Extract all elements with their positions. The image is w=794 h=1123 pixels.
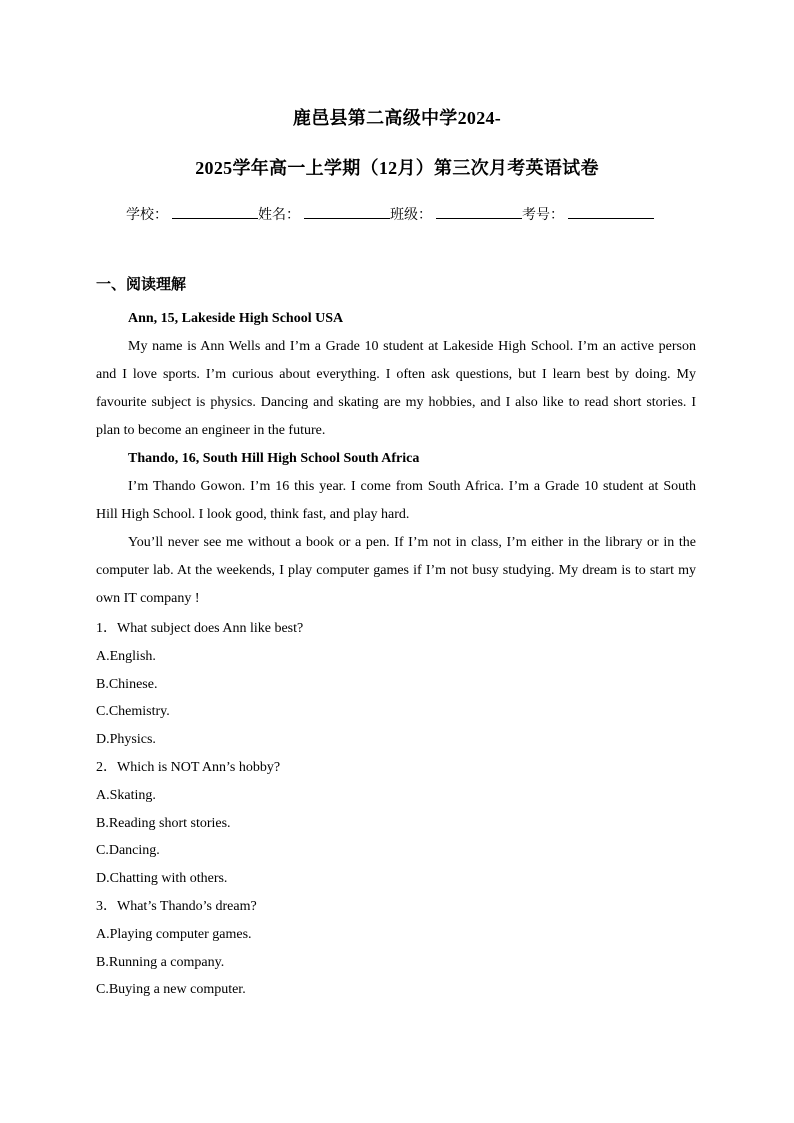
option-3b[interactable]: B.Running a company.	[96, 954, 225, 970]
reading-passage	[96, 305, 696, 613]
exam-number-blank[interactable]	[568, 204, 654, 219]
school-blank[interactable]	[172, 204, 258, 219]
name-blank[interactable]	[304, 204, 390, 219]
thando-paragraph-2: You’ll never see me without a book or a pen. If I’m not in class, I’m either in the library or in the computer lab. At the weekends, I play computer games if I’m not busy studying. My dream is to start my own IT company !	[96, 535, 696, 606]
question-1	[96, 614, 696, 643]
option-1c[interactable]: C.Chemistry.	[96, 704, 170, 719]
student-info-fields	[126, 204, 654, 224]
thando-heading: Thando, 16, South Hill High School South Africa	[128, 451, 420, 466]
exam-title-line-1: 鹿邑县第二高级中学2024-	[292, 108, 502, 128]
question-3	[96, 892, 696, 921]
question-number: 2．	[96, 760, 117, 775]
class-label: 班级：	[390, 208, 432, 223]
question-text: What subject does Ann like best?	[117, 621, 304, 636]
option-1d[interactable]: D.Physics.	[96, 731, 156, 747]
option-1b[interactable]: B.Chinese.	[96, 676, 158, 692]
option-2d[interactable]: D.Chatting with others.	[96, 870, 228, 886]
name-label: 姓名：	[258, 208, 300, 223]
question-list	[96, 614, 696, 1004]
section-title: 一、阅读理解	[96, 277, 187, 293]
exam-number-field[interactable]	[522, 204, 654, 224]
exam-number-label: 考号：	[522, 208, 564, 223]
class-blank[interactable]	[436, 204, 522, 219]
option-1a[interactable]: A.English.	[96, 649, 156, 664]
option-3c[interactable]: C.Buying a new computer.	[96, 982, 246, 997]
name-field[interactable]	[258, 204, 390, 224]
class-field[interactable]	[390, 204, 522, 224]
exam-title-line-2: 2025学年高一上学期（12月）第三次月考英语试卷	[195, 158, 599, 178]
ann-heading: Ann, 15, Lakeside High School USA	[128, 311, 344, 326]
question-number: 1．	[96, 621, 117, 636]
option-2b[interactable]: B.Reading short stories.	[96, 815, 231, 831]
school-label: 学校：	[126, 208, 168, 223]
question-text: Which is NOT Ann’s hobby?	[117, 760, 281, 775]
question-number: 3．	[96, 899, 117, 914]
school-field[interactable]	[126, 204, 258, 224]
thando-paragraph-1: I’m Thando Gowon. I’m 16 this year. I come from South Africa. I’m a Grade 10 student at South Hill High School. I look good, think fast, and play hard.	[96, 479, 696, 522]
option-3a[interactable]: A.Playing computer games.	[96, 927, 252, 942]
option-2c[interactable]: C.Dancing.	[96, 843, 160, 858]
option-2a[interactable]: A.Skating.	[96, 788, 156, 803]
ann-paragraph: My name is Ann Wells and I’m a Grade 10 student at Lakeside High School. I’m an active person and I love sports. I’m curious about everything. I often ask questions, but I learn best by doing. My favourite subject is physics. Dancing and skating are my hobbies, and I also like to read short stories. I plan to become an engineer in the future.	[96, 339, 696, 438]
question-text: What’s Thando’s dream?	[117, 899, 257, 914]
question-2	[96, 753, 696, 782]
